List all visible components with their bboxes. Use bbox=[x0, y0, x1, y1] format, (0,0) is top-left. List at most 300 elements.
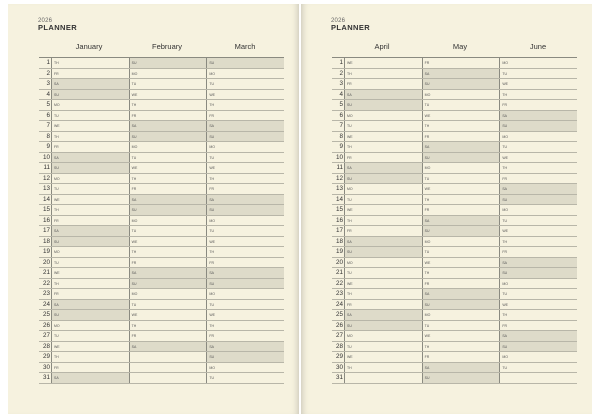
day-row bbox=[39, 58, 284, 69]
day-number: 17 bbox=[42, 227, 50, 234]
day-cell[interactable]: MO bbox=[206, 216, 284, 226]
calendar-grid bbox=[39, 57, 284, 384]
day-cell[interactable]: WE bbox=[206, 310, 284, 320]
day-cell[interactable]: SU bbox=[499, 342, 577, 352]
day-cell[interactable]: TH bbox=[206, 174, 284, 184]
day-row bbox=[332, 258, 577, 269]
day-cell[interactable]: SU bbox=[206, 58, 284, 68]
day-cell[interactable]: MO bbox=[499, 132, 577, 142]
day-row bbox=[332, 153, 577, 164]
day-cell[interactable]: MO bbox=[51, 100, 129, 110]
day-cell[interactable]: TH bbox=[51, 58, 129, 68]
day-row bbox=[332, 373, 577, 384]
day-row bbox=[332, 205, 577, 216]
day-row bbox=[39, 184, 284, 195]
day-cell[interactable]: SU bbox=[129, 58, 207, 68]
day-cell[interactable]: TU bbox=[499, 216, 577, 226]
day-cell[interactable]: TH bbox=[51, 205, 129, 215]
day-cell[interactable]: FR bbox=[51, 363, 129, 373]
day-number: 2 bbox=[339, 69, 343, 77]
day-row bbox=[39, 195, 284, 206]
day-cell[interactable]: SU bbox=[206, 205, 284, 215]
day-cell[interactable]: TH bbox=[51, 352, 129, 362]
day-cell[interactable]: TH bbox=[422, 121, 500, 131]
day-cell[interactable]: TH bbox=[344, 216, 422, 226]
day-cell[interactable]: WE bbox=[344, 58, 422, 68]
day-row bbox=[39, 363, 284, 374]
day-cell[interactable]: MO bbox=[51, 174, 129, 184]
day-cell[interactable]: FR bbox=[422, 205, 500, 215]
day-row bbox=[332, 142, 577, 153]
day-cell[interactable]: FR bbox=[499, 247, 577, 257]
day-cell[interactable]: TU bbox=[422, 321, 500, 331]
day-number: 30 bbox=[42, 363, 50, 371]
day-cell[interactable]: FR bbox=[422, 352, 500, 362]
day-cell[interactable]: WE bbox=[206, 163, 284, 173]
day-cell[interactable]: FR bbox=[499, 321, 577, 331]
day-cell[interactable]: WE bbox=[129, 310, 207, 320]
day-cell[interactable]: TH bbox=[422, 195, 500, 205]
month-headers bbox=[343, 42, 577, 51]
day-cell[interactable]: SA bbox=[499, 258, 577, 268]
day-row bbox=[39, 237, 284, 248]
day-cell[interactable]: SA bbox=[206, 195, 284, 205]
day-cell[interactable]: SA bbox=[129, 195, 207, 205]
day-cell[interactable]: TU bbox=[51, 111, 129, 121]
day-row bbox=[39, 226, 284, 237]
day-cell[interactable]: MO bbox=[422, 310, 500, 320]
day-row bbox=[39, 153, 284, 164]
day-number: 26 bbox=[42, 321, 50, 329]
day-number: 9 bbox=[339, 143, 343, 150]
day-number: 27 bbox=[335, 332, 343, 339]
day-cell[interactable]: WE bbox=[499, 153, 577, 163]
day-cell[interactable]: TU bbox=[499, 363, 577, 373]
day-cell[interactable]: SA bbox=[344, 90, 422, 100]
day-number: 30 bbox=[335, 363, 343, 371]
day-cell[interactable]: SA bbox=[51, 373, 129, 383]
day-number: 13 bbox=[42, 185, 50, 192]
day-cell[interactable]: SU bbox=[422, 300, 500, 310]
day-cell[interactable]: TU bbox=[344, 121, 422, 131]
day-cell[interactable]: SA bbox=[422, 289, 500, 299]
day-number: 13 bbox=[335, 185, 343, 192]
day-row bbox=[39, 247, 284, 258]
day-cell[interactable]: FR bbox=[206, 111, 284, 121]
day-number: 10 bbox=[42, 153, 50, 161]
day-cell[interactable]: SU bbox=[422, 153, 500, 163]
day-row bbox=[332, 300, 577, 311]
month-header: May bbox=[452, 42, 468, 51]
day-cell[interactable]: FR bbox=[344, 79, 422, 89]
day-cell[interactable]: TH bbox=[499, 237, 577, 247]
day-cell[interactable]: MO bbox=[129, 216, 207, 226]
day-cell[interactable]: TU bbox=[499, 69, 577, 79]
day-row bbox=[332, 90, 577, 101]
day-cell[interactable]: WE bbox=[344, 352, 422, 362]
day-cell[interactable]: TH bbox=[129, 174, 207, 184]
day-number: 8 bbox=[339, 132, 343, 140]
day-row bbox=[332, 69, 577, 80]
day-cell[interactable]: MO bbox=[206, 142, 284, 152]
day-cell[interactable]: SA bbox=[51, 79, 129, 89]
day-number: 23 bbox=[335, 290, 343, 297]
day-cell[interactable]: FR bbox=[422, 58, 500, 68]
day-cell[interactable]: SU bbox=[129, 205, 207, 215]
day-cell[interactable]: MO bbox=[206, 363, 284, 373]
day-cell[interactable]: SA bbox=[51, 153, 129, 163]
day-cell[interactable]: WE bbox=[422, 111, 500, 121]
day-row bbox=[39, 132, 284, 143]
day-number: 3 bbox=[339, 80, 343, 87]
day-number: 7 bbox=[46, 122, 50, 129]
day-cell[interactable]: MO bbox=[499, 279, 577, 289]
day-number: 21 bbox=[42, 269, 50, 276]
day-cell[interactable]: TU bbox=[344, 342, 422, 352]
day-row bbox=[332, 111, 577, 122]
day-number: 28 bbox=[335, 342, 343, 350]
day-cell[interactable]: MO bbox=[206, 289, 284, 299]
day-row bbox=[39, 163, 284, 174]
day-cell[interactable]: FR bbox=[129, 184, 207, 194]
day-cell[interactable]: MO bbox=[422, 163, 500, 173]
month-header: January bbox=[75, 42, 103, 51]
day-number: 4 bbox=[339, 90, 343, 98]
day-number: 7 bbox=[339, 122, 343, 129]
day-cell[interactable]: SU bbox=[51, 310, 129, 320]
day-number: 11 bbox=[336, 164, 343, 171]
day-cell[interactable]: TU bbox=[206, 153, 284, 163]
day-cell[interactable]: SU bbox=[51, 90, 129, 100]
left-page bbox=[8, 4, 299, 414]
day-cell[interactable]: TH bbox=[129, 321, 207, 331]
day-cell[interactable]: SU bbox=[344, 321, 422, 331]
day-number: 6 bbox=[46, 111, 50, 119]
page-header bbox=[38, 18, 77, 32]
day-cell[interactable]: TH bbox=[344, 289, 422, 299]
day-row bbox=[39, 310, 284, 321]
day-cell[interactable]: WE bbox=[129, 163, 207, 173]
day-cell[interactable]: SU bbox=[51, 237, 129, 247]
day-row bbox=[332, 279, 577, 290]
day-cell[interactable]: SA bbox=[51, 300, 129, 310]
day-cell[interactable]: TH bbox=[129, 247, 207, 257]
day-number: 24 bbox=[42, 300, 50, 308]
day-number: 11 bbox=[43, 164, 50, 171]
day-row bbox=[39, 205, 284, 216]
day-cell[interactable]: WE bbox=[499, 300, 577, 310]
day-row bbox=[39, 300, 284, 311]
day-number: 28 bbox=[42, 342, 50, 350]
day-cell[interactable]: FR bbox=[51, 216, 129, 226]
day-cell[interactable]: FR bbox=[129, 331, 207, 341]
day-cell[interactable] bbox=[499, 373, 577, 383]
day-cell[interactable]: MO bbox=[499, 58, 577, 68]
day-number: 4 bbox=[46, 90, 50, 98]
day-cell[interactable]: SA bbox=[344, 310, 422, 320]
day-cell[interactable]: TU bbox=[206, 373, 284, 383]
day-cell[interactable]: SU bbox=[51, 163, 129, 173]
day-number: 22 bbox=[335, 279, 343, 287]
day-cell[interactable]: TU bbox=[422, 100, 500, 110]
day-cell[interactable]: SA bbox=[344, 163, 422, 173]
day-cell[interactable]: TH bbox=[129, 100, 207, 110]
day-row bbox=[39, 342, 284, 353]
day-cell[interactable]: SA bbox=[499, 184, 577, 194]
month-header: April bbox=[374, 42, 390, 51]
day-cell[interactable]: TU bbox=[129, 300, 207, 310]
day-cell[interactable]: TU bbox=[344, 195, 422, 205]
day-number: 29 bbox=[42, 353, 50, 360]
day-number: 23 bbox=[42, 290, 50, 297]
day-number: 19 bbox=[42, 248, 50, 255]
day-cell[interactable]: TH bbox=[499, 90, 577, 100]
day-row bbox=[332, 174, 577, 185]
day-cell[interactable]: WE bbox=[499, 226, 577, 236]
day-cell[interactable]: TH bbox=[51, 279, 129, 289]
day-cell[interactable]: MO bbox=[344, 331, 422, 341]
day-cell[interactable]: MO bbox=[344, 258, 422, 268]
day-cell[interactable]: FR bbox=[206, 331, 284, 341]
day-cell[interactable]: WE bbox=[422, 258, 500, 268]
day-cell[interactable]: SU bbox=[499, 195, 577, 205]
day-number: 22 bbox=[42, 279, 50, 287]
day-cell[interactable]: FR bbox=[51, 142, 129, 152]
day-row bbox=[39, 279, 284, 290]
day-cell[interactable]: MO bbox=[422, 90, 500, 100]
day-number: 27 bbox=[42, 332, 50, 339]
day-row bbox=[332, 79, 577, 90]
day-cell[interactable]: FR bbox=[422, 279, 500, 289]
day-row bbox=[332, 237, 577, 248]
day-cell[interactable]: TU bbox=[51, 184, 129, 194]
day-cell[interactable]: WE bbox=[51, 268, 129, 278]
day-cell[interactable]: SU bbox=[422, 373, 500, 383]
day-cell[interactable]: TU bbox=[51, 258, 129, 268]
day-row bbox=[332, 121, 577, 132]
day-cell[interactable]: TU bbox=[129, 226, 207, 236]
day-cell[interactable]: SA bbox=[344, 237, 422, 247]
day-cell[interactable]: SU bbox=[206, 352, 284, 362]
day-number: 31 bbox=[42, 374, 50, 381]
day-cell[interactable] bbox=[129, 352, 207, 362]
year-label: 2026 bbox=[331, 18, 346, 24]
day-row bbox=[39, 142, 284, 153]
day-row bbox=[332, 247, 577, 258]
day-cell[interactable]: TH bbox=[51, 132, 129, 142]
day-cell[interactable]: MO bbox=[129, 69, 207, 79]
day-cell[interactable]: MO bbox=[129, 142, 207, 152]
day-cell[interactable] bbox=[129, 373, 207, 383]
planner-title: PLANNER bbox=[38, 23, 78, 32]
day-row bbox=[332, 363, 577, 374]
day-cell[interactable]: SA bbox=[206, 268, 284, 278]
day-number: 16 bbox=[42, 216, 50, 224]
day-cell[interactable]: SU bbox=[499, 268, 577, 278]
day-cell[interactable]: TH bbox=[344, 363, 422, 373]
day-cell[interactable]: FR bbox=[129, 258, 207, 268]
day-cell[interactable]: TU bbox=[499, 142, 577, 152]
day-cell[interactable]: SU bbox=[344, 174, 422, 184]
day-cell[interactable]: SA bbox=[499, 331, 577, 341]
day-cell[interactable]: SU bbox=[422, 79, 500, 89]
day-cell[interactable]: FR bbox=[206, 184, 284, 194]
day-row bbox=[332, 331, 577, 342]
day-cell[interactable]: SA bbox=[206, 342, 284, 352]
day-cell[interactable]: TH bbox=[344, 142, 422, 152]
day-row bbox=[332, 100, 577, 111]
day-row bbox=[39, 258, 284, 269]
day-cell[interactable]: TU bbox=[129, 79, 207, 89]
day-number: 21 bbox=[335, 269, 343, 276]
day-cell[interactable]: TU bbox=[129, 153, 207, 163]
day-cell[interactable]: SA bbox=[129, 268, 207, 278]
day-cell[interactable]: MO bbox=[422, 237, 500, 247]
month-header: June bbox=[529, 42, 547, 51]
day-cell[interactable]: TH bbox=[499, 163, 577, 173]
day-cell[interactable]: SU bbox=[129, 132, 207, 142]
day-cell[interactable]: WE bbox=[51, 342, 129, 352]
day-cell[interactable]: WE bbox=[422, 184, 500, 194]
day-cell[interactable]: TU bbox=[206, 226, 284, 236]
day-cell[interactable]: MO bbox=[499, 352, 577, 362]
day-cell[interactable]: FR bbox=[422, 132, 500, 142]
day-row bbox=[332, 342, 577, 353]
day-cell[interactable]: TH bbox=[422, 342, 500, 352]
day-number: 8 bbox=[46, 132, 50, 140]
day-cell[interactable]: TH bbox=[206, 100, 284, 110]
day-number: 15 bbox=[335, 206, 343, 213]
day-cell[interactable]: SU bbox=[206, 279, 284, 289]
day-row bbox=[39, 100, 284, 111]
day-row bbox=[39, 268, 284, 279]
day-cell[interactable]: SA bbox=[129, 121, 207, 131]
day-cell[interactable]: SA bbox=[422, 142, 500, 152]
day-row bbox=[332, 216, 577, 227]
day-cell[interactable]: SU bbox=[129, 279, 207, 289]
day-number: 20 bbox=[42, 258, 50, 266]
day-cell[interactable]: MO bbox=[344, 184, 422, 194]
day-row bbox=[39, 79, 284, 90]
calendar-grid bbox=[332, 57, 577, 384]
day-cell[interactable]: MO bbox=[499, 205, 577, 215]
day-cell[interactable]: TU bbox=[206, 300, 284, 310]
day-row bbox=[332, 321, 577, 332]
day-number: 12 bbox=[335, 174, 343, 182]
day-cell[interactable]: FR bbox=[344, 300, 422, 310]
day-cell[interactable]: FR bbox=[499, 100, 577, 110]
day-row bbox=[332, 132, 577, 143]
day-cell[interactable]: TH bbox=[499, 310, 577, 320]
day-cell[interactable]: SU bbox=[344, 247, 422, 257]
day-cell[interactable]: SA bbox=[206, 121, 284, 131]
day-cell[interactable] bbox=[344, 373, 422, 383]
day-cell[interactable]: SU bbox=[206, 132, 284, 142]
day-cell[interactable]: WE bbox=[129, 90, 207, 100]
day-number: 16 bbox=[335, 216, 343, 224]
day-cell[interactable]: SU bbox=[499, 121, 577, 131]
day-cell[interactable]: MO bbox=[206, 69, 284, 79]
day-cell[interactable]: WE bbox=[499, 79, 577, 89]
day-row bbox=[332, 268, 577, 279]
day-cell[interactable]: TU bbox=[51, 331, 129, 341]
day-cell[interactable]: MO bbox=[51, 247, 129, 257]
day-cell[interactable]: SA bbox=[51, 226, 129, 236]
month-header: March bbox=[234, 42, 256, 51]
day-cell[interactable]: SU bbox=[344, 100, 422, 110]
day-row bbox=[39, 373, 284, 384]
day-cell[interactable]: WE bbox=[206, 237, 284, 247]
day-cell[interactable]: WE bbox=[51, 121, 129, 131]
day-number: 17 bbox=[335, 227, 343, 234]
day-cell[interactable]: SA bbox=[422, 69, 500, 79]
day-cell[interactable]: FR bbox=[206, 258, 284, 268]
day-cell[interactable]: TU bbox=[422, 174, 500, 184]
day-number: 2 bbox=[46, 69, 50, 77]
day-number: 25 bbox=[335, 311, 343, 318]
day-cell[interactable]: SA bbox=[499, 111, 577, 121]
day-cell[interactable]: FR bbox=[499, 174, 577, 184]
day-number: 6 bbox=[339, 111, 343, 119]
day-cell[interactable]: SA bbox=[422, 216, 500, 226]
day-cell[interactable]: WE bbox=[206, 90, 284, 100]
day-cell[interactable] bbox=[129, 363, 207, 373]
day-number: 24 bbox=[335, 300, 343, 308]
day-cell[interactable]: TU bbox=[206, 79, 284, 89]
day-cell[interactable]: TH bbox=[422, 268, 500, 278]
day-cell[interactable]: TH bbox=[344, 69, 422, 79]
day-cell[interactable]: FR bbox=[344, 226, 422, 236]
day-row bbox=[39, 352, 284, 363]
day-cell[interactable]: WE bbox=[344, 279, 422, 289]
day-row bbox=[39, 216, 284, 227]
day-number: 14 bbox=[42, 195, 50, 203]
day-number: 25 bbox=[42, 311, 50, 318]
day-cell[interactable]: WE bbox=[422, 331, 500, 341]
day-cell[interactable]: WE bbox=[129, 237, 207, 247]
day-cell[interactable]: MO bbox=[344, 111, 422, 121]
day-cell[interactable]: TU bbox=[422, 247, 500, 257]
day-cell[interactable]: FR bbox=[129, 111, 207, 121]
day-cell[interactable]: WE bbox=[344, 132, 422, 142]
day-row bbox=[39, 90, 284, 101]
day-cell[interactable]: TH bbox=[206, 321, 284, 331]
day-cell[interactable]: TU bbox=[344, 268, 422, 278]
day-cell[interactable]: MO bbox=[129, 289, 207, 299]
year-label: 2026 bbox=[38, 18, 53, 24]
day-cell[interactable]: SU bbox=[422, 226, 500, 236]
day-cell[interactable]: FR bbox=[51, 289, 129, 299]
day-row bbox=[332, 184, 577, 195]
day-cell[interactable]: FR bbox=[51, 69, 129, 79]
right-page bbox=[301, 4, 592, 414]
day-number: 20 bbox=[335, 258, 343, 266]
day-cell[interactable]: WE bbox=[344, 205, 422, 215]
day-cell[interactable]: SA bbox=[422, 363, 500, 373]
day-cell[interactable]: SA bbox=[129, 342, 207, 352]
day-number: 1 bbox=[46, 59, 50, 66]
day-cell[interactable]: TU bbox=[499, 289, 577, 299]
day-cell[interactable]: WE bbox=[51, 195, 129, 205]
day-cell[interactable]: FR bbox=[344, 153, 422, 163]
day-cell[interactable]: MO bbox=[51, 321, 129, 331]
day-row bbox=[332, 226, 577, 237]
day-number: 15 bbox=[42, 206, 50, 213]
day-number: 18 bbox=[335, 237, 343, 245]
day-cell[interactable]: TH bbox=[206, 247, 284, 257]
day-number: 31 bbox=[335, 374, 343, 381]
day-row bbox=[39, 321, 284, 332]
